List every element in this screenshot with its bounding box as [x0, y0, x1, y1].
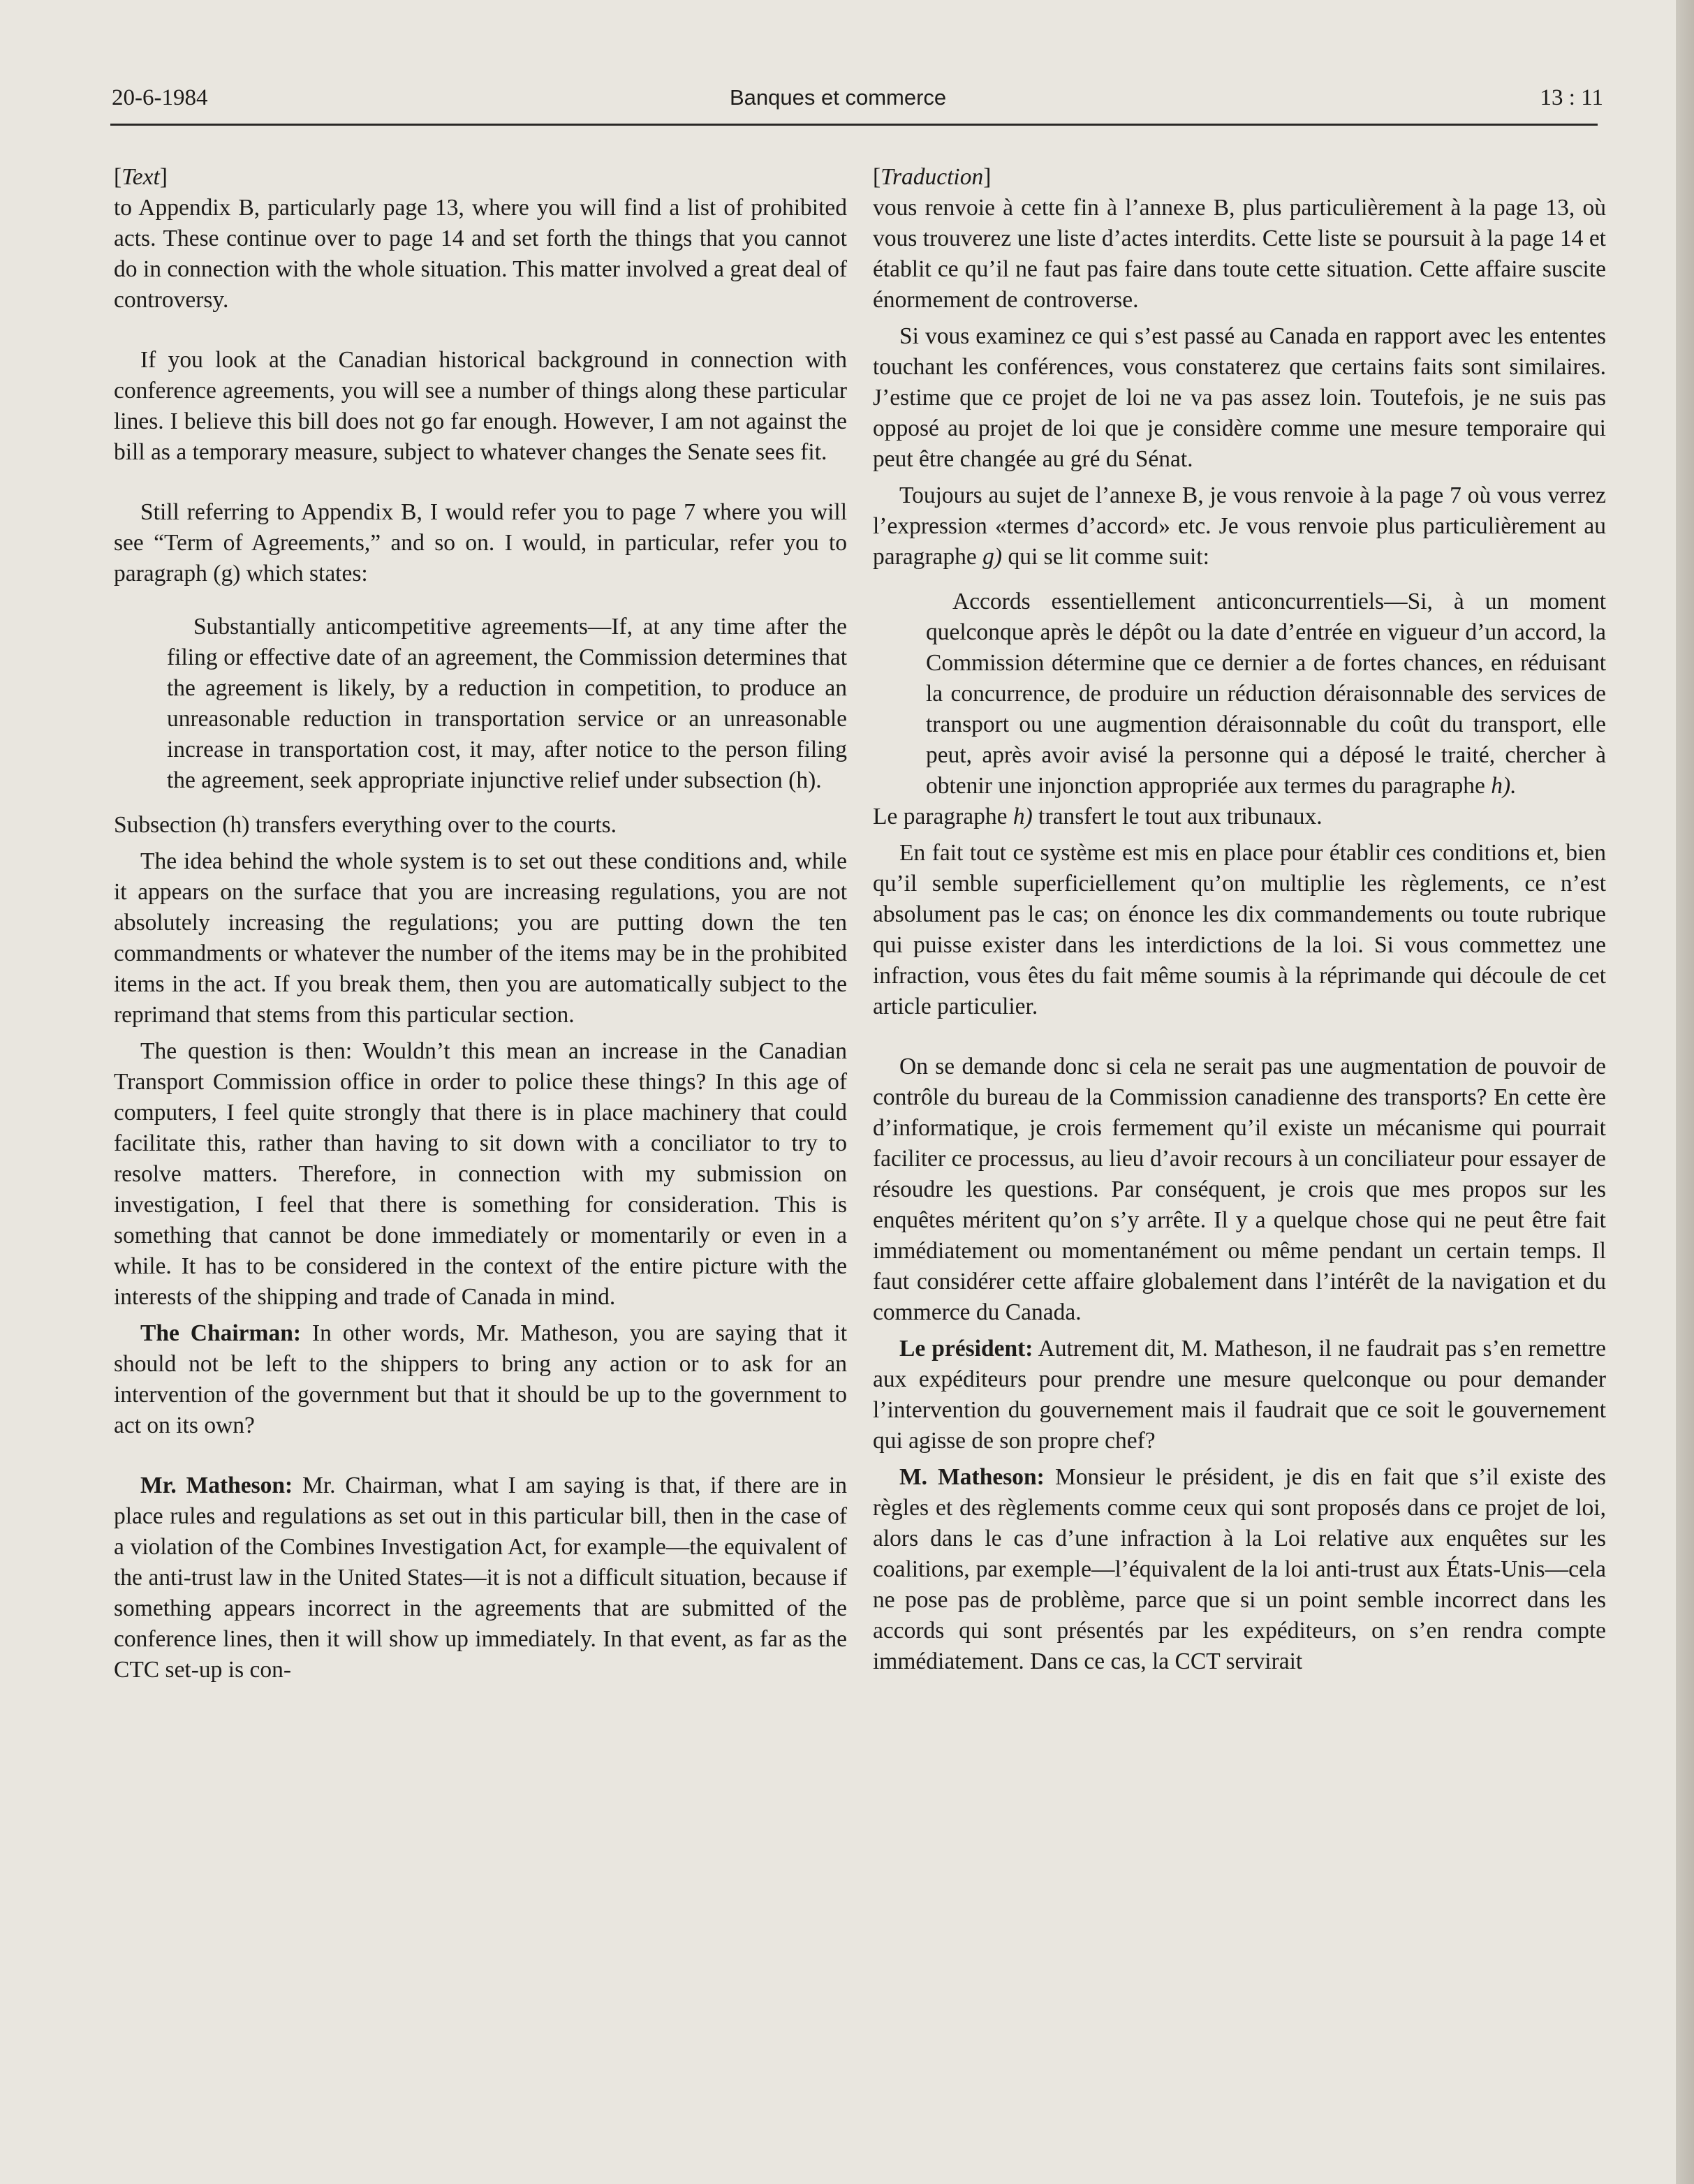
- french-column: [873, 162, 1606, 2159]
- page-edge-shadow: [1676, 0, 1694, 2184]
- french-paragraph-3: Toujours au sujet de l’annexe B, je vous renvoie à la page 7 où vous verrez l’expression «termes d’accord» etc. Je vous renvoie plus particulièrement au paragraphe g) qui se lit comme suit:: [873, 482, 1606, 570]
- speaker-president: Le président:: [899, 1336, 1033, 1362]
- english-paragraph-2: If you look at the Canadian historical background in connection with conference agreements, you will see a number of things along these particular lines. I believe this bill does not go far enough. However, I am not against the bill as a temporary measure, subject to whatever changes the Senate sees fit.: [114, 347, 847, 465]
- speaker-matheson-fr: M. Matheson:: [899, 1464, 1045, 1490]
- header-rule: [110, 124, 1598, 126]
- traduction-tag: [Traduction]: [873, 164, 992, 190]
- speaker-chairman: The Chairman:: [140, 1320, 301, 1346]
- header-title: Banques et commerce: [730, 85, 947, 110]
- english-paragraph-6: The question is then: Wouldn’t this mean an increase in the Canadian Transport Commission office in order to police these things? In this age of computers, I feel quite strongly that there is in place machinery that could facilitate this, rather than having to sit down with a conciliator to try to resolve matters. Therefore, in connection with my submission on investigation, I feel that there is something for consideration. This is something that cannot be done immediately or momentarily or even in a while. It has to be considered in the context of the entire picture with the interests of the shipping and trade of Canada in mind.: [114, 1038, 847, 1310]
- english-paragraph-8: Mr. Matheson: Mr. Chairman, what I am saying is that, if there are in place rules and regulations as set out in this particular bill, then in the case of a violation of the Combines Investigation Act, for example—the equivalent of the anti-trust law in the United States—it is not a difficult situation, because if something appears incorrect in the agreements that are submitted of the conference lines, then it will show up immediately. In that event, as far as the CTC set-up is con-: [114, 1473, 848, 1683]
- french-paragraph-1: vous renvoie à cette fin à l’annexe B, plus particulièrement à la page 13, où vous trouverez une liste d’actes interdits. Cette liste se poursuit à la page 14 et établit ce qu’il ne faut pas faire dans toute cette situation. Cette affaire suscite énormement de controverse.: [873, 195, 1606, 313]
- french-paragraph-7: Le président: Autrement dit, M. Matheson, il ne faudrait pas s’en remettre aux expéditeurs pour prendre une mesure quelconque ou pour demander l’intervention du gouvernement mais il faudrait que ce soit le gouvernement qui agisse de son propre chef?: [873, 1336, 1606, 1454]
- french-paragraph-6: On se demande donc si cela ne serait pas une augmentation de pouvoir de contrôle du bureau de la Commission canadienne des transports? En cette ère d’informatique, je crois fermement qu’il existe un mécanisme qui pourrait faciliter ce processus, au lieu d’avoir recours à un conciliateur pour essayer de résoudre les questions. Par conséquent, je crois que mes propos sur les enquêtes méritent qu’on s’y arrête. Il y a quelque chose qui ne peut être fait immédiatement ou momentanément ou même pendant un certain temps. Il faut considérer cette affaire globalement dans l’intérêt de la navigation et du commerce du Canada.: [873, 1054, 1606, 1325]
- header-page-number: 13 : 11: [1540, 85, 1603, 110]
- english-paragraph-1: to Appendix B, particularly page 13, where you will find a list of prohibited acts. These continue over to page 14 and set forth the things that you cannot do in connection with the whole situation. This matter involved a great deal of controversy.: [114, 195, 847, 313]
- french-quote: Accords essentiellement anticoncurrentiels—Si, à un moment quelconque après le dépôt ou la date d’entrée en vigueur d’un accord, la Commission détermine que ce dernier a de fortes chances, en réduisant la concurrence, de produire un réduction déraisonnable des services de transport ou une augmention déraisonnable du coût du transport, elle peut, après avoir avisé la personne qui a déposé le traité, chercher à obtenir une injonction appropriée aux termes du paragraphe h).: [926, 589, 1606, 799]
- english-column: [114, 162, 847, 2159]
- english-quote: Substantially anticompetitive agreements—If, at any time after the filing or effective date of an agreement, the Commission determines that the agreement is likely, by a reduction in competition, to produce an unreasonable reduction in transportation service or an unreasonable increase in transportation cost, it may, after notice to the person filing the agreement, seek appropriate injunctive relief under subsection (h).: [167, 614, 847, 793]
- french-paragraph-5: En fait tout ce système est mis en place pour établir ces conditions et, bien qu’il semble superficiellement qu’on multiplie les règlements, ce n’est absolument pas le cas; on énonce les dix commandements ou toute rubrique qui puisse exister dans les interdictions de la loi. Si vous commettez une infraction, vous êtes du fait même soumis à la réprimande qui découle de cet article particulier.: [873, 840, 1606, 1019]
- french-paragraph-4: Le paragraphe h) transfert le tout aux tribunaux.: [873, 804, 1323, 829]
- header-date: 20-6-1984: [112, 85, 208, 110]
- french-paragraph-8: M. Matheson: Monsieur le président, je dis en fait que s’il existe des règles et des règlements comme ceux qui sont proposés dans ce projet de loi, alors dans le cas d’une infraction à la Loi relative aux enquêtes sur les coalitions, par exemple—l’équivalent de la loi anti-trust aux États-Unis—cela ne pose pas de problème, parce que si un point semble incorrect dans les accords qui sont présentés par les expéditeurs, on s’en rendra compte immédiatement. Dans ce cas, la CCT servirait: [873, 1464, 1607, 1674]
- text-tag: [Text]: [114, 164, 168, 190]
- english-paragraph-7: The Chairman: In other words, Mr. Matheson, you are saying that it should not be left to the shippers to bring any action or to ask for an intervention of the government but that it should be up to the government to act on its own?: [114, 1320, 848, 1438]
- english-paragraph-4: Subsection (h) transfers everything over to the courts.: [114, 812, 617, 838]
- speaker-matheson: Mr. Matheson:: [140, 1473, 293, 1498]
- english-paragraph-5: The idea behind the whole system is to set out these conditions and, while it appears on the surface that you are increasing regulations, you are not absolutely increasing the regulations; you are putting down the ten commandments or whatever the number of the items may be in the prohibited items in the act. If you break them, then you are automatically subject to the reprimand that stems from this particular section.: [114, 848, 847, 1028]
- english-paragraph-3: Still referring to Appendix B, I would refer you to page 7 where you will see “Term of Agreements,” and so on. I would, in particular, refer you to paragraph (g) which states:: [114, 499, 847, 586]
- french-paragraph-2: Si vous examinez ce qui s’est passé au Canada en rapport avec les ententes touchant les conférences, vous constaterez que certains faits sont similaires. J’estime que ce projet de loi ne va pas assez loin. Toutefois, je ne suis pas opposé au projet de loi que je considère comme une mesure temporaire qui peut être changée au gré du Sénat.: [873, 323, 1606, 472]
